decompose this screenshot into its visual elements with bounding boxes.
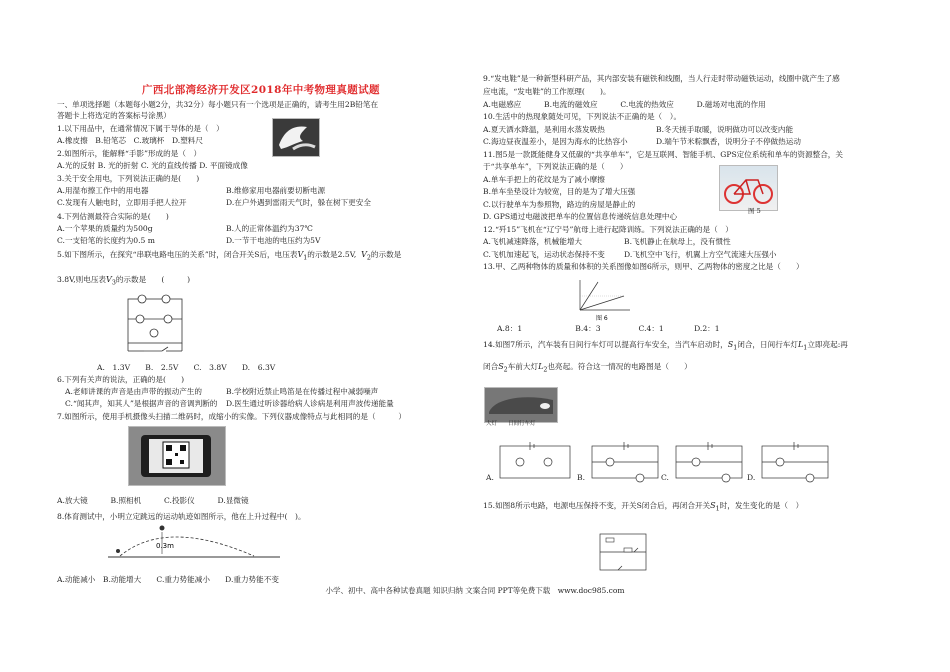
question-5-text-a: 5.如下图所示，在探究“串联电路电压的关系”时，闭合开关S后，电压表	[57, 250, 298, 259]
question-9-options: A.电磁感应 B.电流的磁效应 C.电流的热效应 D.磁场对电流的作用	[483, 100, 766, 109]
switch-s1-sub-q15: 1	[715, 505, 720, 513]
question-10: 10.生活中的热现象随处可见，下列说法不正确的是（ ）。	[483, 112, 682, 121]
voltmeter-v1-sub: 1	[303, 254, 308, 262]
question-8: 8.体育测试中，小明立定跳远的运动轨迹如图所示，他在上升过程中( )。	[57, 512, 306, 521]
lamp-l2-symbol: L	[538, 362, 544, 371]
question-12-option-b: B.飞机静止在航母上，没有惯性	[624, 237, 731, 246]
question-5-circuit-diagram	[122, 293, 192, 355]
page-footer: 小学、初中、高中各种试卷真题 知识归纳 文案合同 PPT等免费下载 www.doc985.com	[325, 586, 625, 595]
question-1: 1.以下用品中，在通常情况下属于导体的是（ ）	[57, 124, 224, 133]
question-10-option-b: B.冬天搓手取暖，说明做功可以改变内能	[656, 125, 794, 134]
car-icon	[485, 388, 557, 422]
switch-s1-symbol-q15: S	[710, 501, 716, 510]
circuit-label-d: D.	[747, 473, 756, 482]
lamp-l2-sub: 2	[543, 366, 548, 374]
question-14-text-f: 也亮起。符合这一情况的电路图是（ ）	[547, 362, 692, 371]
car-headlight-photo	[484, 387, 558, 423]
hand-shadow-icon	[273, 119, 319, 156]
question-6-option-c: C.“闻其声，知其人”是根据声音的音调判断的	[65, 399, 218, 408]
voltmeter-v2-symbol: V	[361, 250, 367, 259]
question-3: 3.关于安全用电，下列说法正确的是( )	[57, 174, 200, 183]
question-7: 7.如图所示，使用手机摄像头扫描二维码时，成缩小的实像。下列仪器成像特点与此相同的是（ ）	[57, 412, 406, 421]
shared-bike-photo	[719, 165, 778, 211]
figure-6-caption: 图 6	[596, 315, 608, 322]
question-8-options: A.动能减小 B.动能增大 C.重力势能减小 D.重力势能不变	[57, 575, 279, 584]
question-11-option-c: C.以行驶单车为参照物，路边的房屋是静止的	[483, 200, 636, 209]
question-11-option-a: A.单车手把上的花纹是为了减小摩擦	[483, 175, 605, 184]
question-3-option-b: B.维修家用电器前要切断电源	[226, 186, 326, 195]
question-9-line-1: 9.“发电鞋”是一种新型科研产品，其内部安装有磁铁和线圈，当人行走时带动磁铁运动，线圈中就产生了感	[483, 74, 840, 83]
question-6: 6.下列有关声的说法，正确的是( )	[57, 375, 185, 384]
long-jump-diagram	[104, 524, 284, 564]
question-12-option-a: A.飞机减速降落，机械能增大	[483, 237, 583, 246]
voltmeter-v3-sub: 3	[111, 279, 116, 287]
question-4-option-a: A.一个苹果的质量约为500g	[57, 224, 153, 233]
question-2: 2.如图所示，能解释“手影”形成的是（ ）	[57, 149, 202, 158]
circuit-label-c: C.	[661, 473, 669, 482]
circuit-label-a: A.	[486, 473, 494, 482]
question-5-text-d: 3.8V,则电压表	[57, 275, 107, 284]
question-7-options: A.放大镜 B.照相机 C.投影仪 D.显微镜	[57, 496, 249, 505]
question-11-line-1: 11.图5是一款既能健身又低碳的“共享单车”，它是互联网、智能手机、GPS定位系统和单车的资源整合，关	[483, 150, 843, 159]
hand-shadow-image	[272, 118, 320, 157]
paper-title: 广西北部湾经济开发区2018年中考物理真题试题	[142, 84, 380, 96]
question-14-line-2	[483, 363, 692, 374]
bicycle-icon	[720, 166, 777, 210]
question-12-option-d: D.飞机空中飞行，机翼上方空气流速大压强小	[624, 250, 777, 259]
question-14-text-b: 闭合，日间行车灯	[737, 340, 798, 349]
question-5-line-1	[57, 251, 401, 262]
question-6-option-b: B.学校附近禁止鸣笛是在传播过程中减弱噪声	[226, 387, 379, 396]
question-1-options: A.橡皮擦 B.铅笔芯 C.玻璃杯 D.塑料尺	[57, 136, 203, 145]
switch-s1-sub: 1	[733, 344, 738, 352]
circuit-label-b: B.	[577, 473, 585, 482]
question-10-option-d: D.端午节米粽飘香，说明分子不停做热运动	[656, 137, 801, 146]
figure-7-caption: 大灯 日间行车灯	[486, 421, 536, 427]
question-11-line-2: 于“共享单车”，下列说法正确的是（ ）	[483, 162, 628, 171]
lamp-l1-symbol: L	[797, 340, 804, 349]
question-10-option-c: C.海边昼夜温差小，是因为海水的比热容小	[483, 137, 628, 146]
question-14-line-1	[483, 341, 848, 352]
question-5-text-b: 的示数是2.5V,	[307, 250, 357, 259]
question-14-text-c: 立即亮起:再	[807, 340, 848, 349]
figure-5-caption: 图 5	[748, 207, 761, 215]
circuit-option-b	[592, 442, 658, 482]
question-2-options: A.光的反射 B. 光的折射 C. 光的直线传播 D. 平面镜成像	[57, 161, 248, 170]
question-15-circuit-diagram	[594, 528, 652, 578]
switch-s2-sub: 2	[503, 366, 508, 374]
question-13-options: A.8：1 B.4：3 C.4：1 D.2：1	[497, 324, 720, 333]
circuit-option-d	[762, 442, 828, 482]
question-4-option-b: B.人的正常体温约为37℃	[226, 224, 313, 233]
question-14-text-a: 14.如图7所示，汽车装有日间行车灯可以提高行车安全，当汽车启动时，	[483, 340, 728, 349]
question-13: 13.甲、乙两种物体的质量和体积的关系图像如图6所示，则甲、乙两物体的密度之比是（ ）	[483, 262, 804, 271]
question-15-text-a: 15.如图8所示电路，电源电压保持不变，开关S闭合后，再闭合开关	[483, 501, 711, 510]
question-14-text-e: 车前大灯	[507, 362, 539, 371]
question-4-option-c: C.一支铅笔的长度约为0.5 m	[57, 236, 155, 245]
phone-qr-icon	[129, 427, 225, 485]
question-6-option-a: A.老师讲课的声音是由声带的振动产生的	[65, 387, 202, 396]
question-5-line-2	[57, 276, 190, 287]
question-12: 12.“歼15”飞机在“辽宁号”航母上进行起降训练。下列说法正确的是（ ）	[483, 225, 733, 234]
voltmeter-v3-symbol: V	[106, 275, 112, 284]
question-15	[483, 502, 803, 513]
voltmeter-v1-symbol: V	[297, 250, 304, 259]
question-3-option-a: A.用湿布擦工作中的用电器	[57, 186, 149, 195]
lamp-l1-sub: 1	[803, 344, 808, 352]
question-10-option-a: A.夏天洒水降温，是利用水蒸发吸热	[483, 125, 605, 134]
question-12-option-c: C.飞机加速起飞，运动状态保持不变	[483, 250, 605, 259]
question-4-option-d: D.一节干电池的电压约为5V	[226, 236, 321, 245]
circuit-option-a	[500, 442, 570, 478]
question-5-text-e: 的示数是 ( )	[115, 275, 191, 284]
section-heading: 一、单项选择题（本题每小题2分，共32分）每小题只有一个选项是正确的，请考生用2B铅笔在	[57, 100, 379, 109]
question-14-text-d: 闭合	[483, 362, 499, 371]
section-instruction: 答题卡上将选定的答案标号涂黑）	[57, 111, 171, 120]
circuit-option-c	[676, 442, 742, 482]
mass-volume-graph	[572, 276, 636, 322]
question-6-option-d: D.医生通过听诊器给病人诊病是利用声波传递能量	[226, 399, 394, 408]
voltmeter-v2-sub: 2	[366, 254, 371, 262]
question-3-option-d: D.在户外遇到雷雨天气时，躲在树下更安全	[226, 198, 371, 207]
question-15-text-b: 时，发生变化的是（ ）	[719, 501, 804, 510]
qr-scan-photo	[128, 426, 226, 486]
question-11-option-d: D. GPS通过电磁波把单车的位置信息传递统信息处理中心	[483, 212, 678, 221]
switch-s1-symbol: S	[727, 340, 734, 349]
jump-height-label: 0.3m	[156, 542, 174, 550]
question-5-options: A. 1.3V B. 2.5V C. 3.8V D. 6.3V	[97, 363, 276, 372]
switch-s2-symbol: S	[498, 362, 504, 371]
question-11-option-b: B.单车坐垫设计为较宽，目的是为了增大压强	[483, 187, 636, 196]
question-3-option-c: C.发现有人触电时，立即用手把人拉开	[57, 198, 187, 207]
question-4: 4.下列估测最符合实际的是( )	[57, 212, 169, 221]
question-5-text-c: 的示数是	[370, 250, 402, 259]
question-9-line-2: 应电流，“发电鞋”的工作原理( )。	[483, 87, 611, 96]
